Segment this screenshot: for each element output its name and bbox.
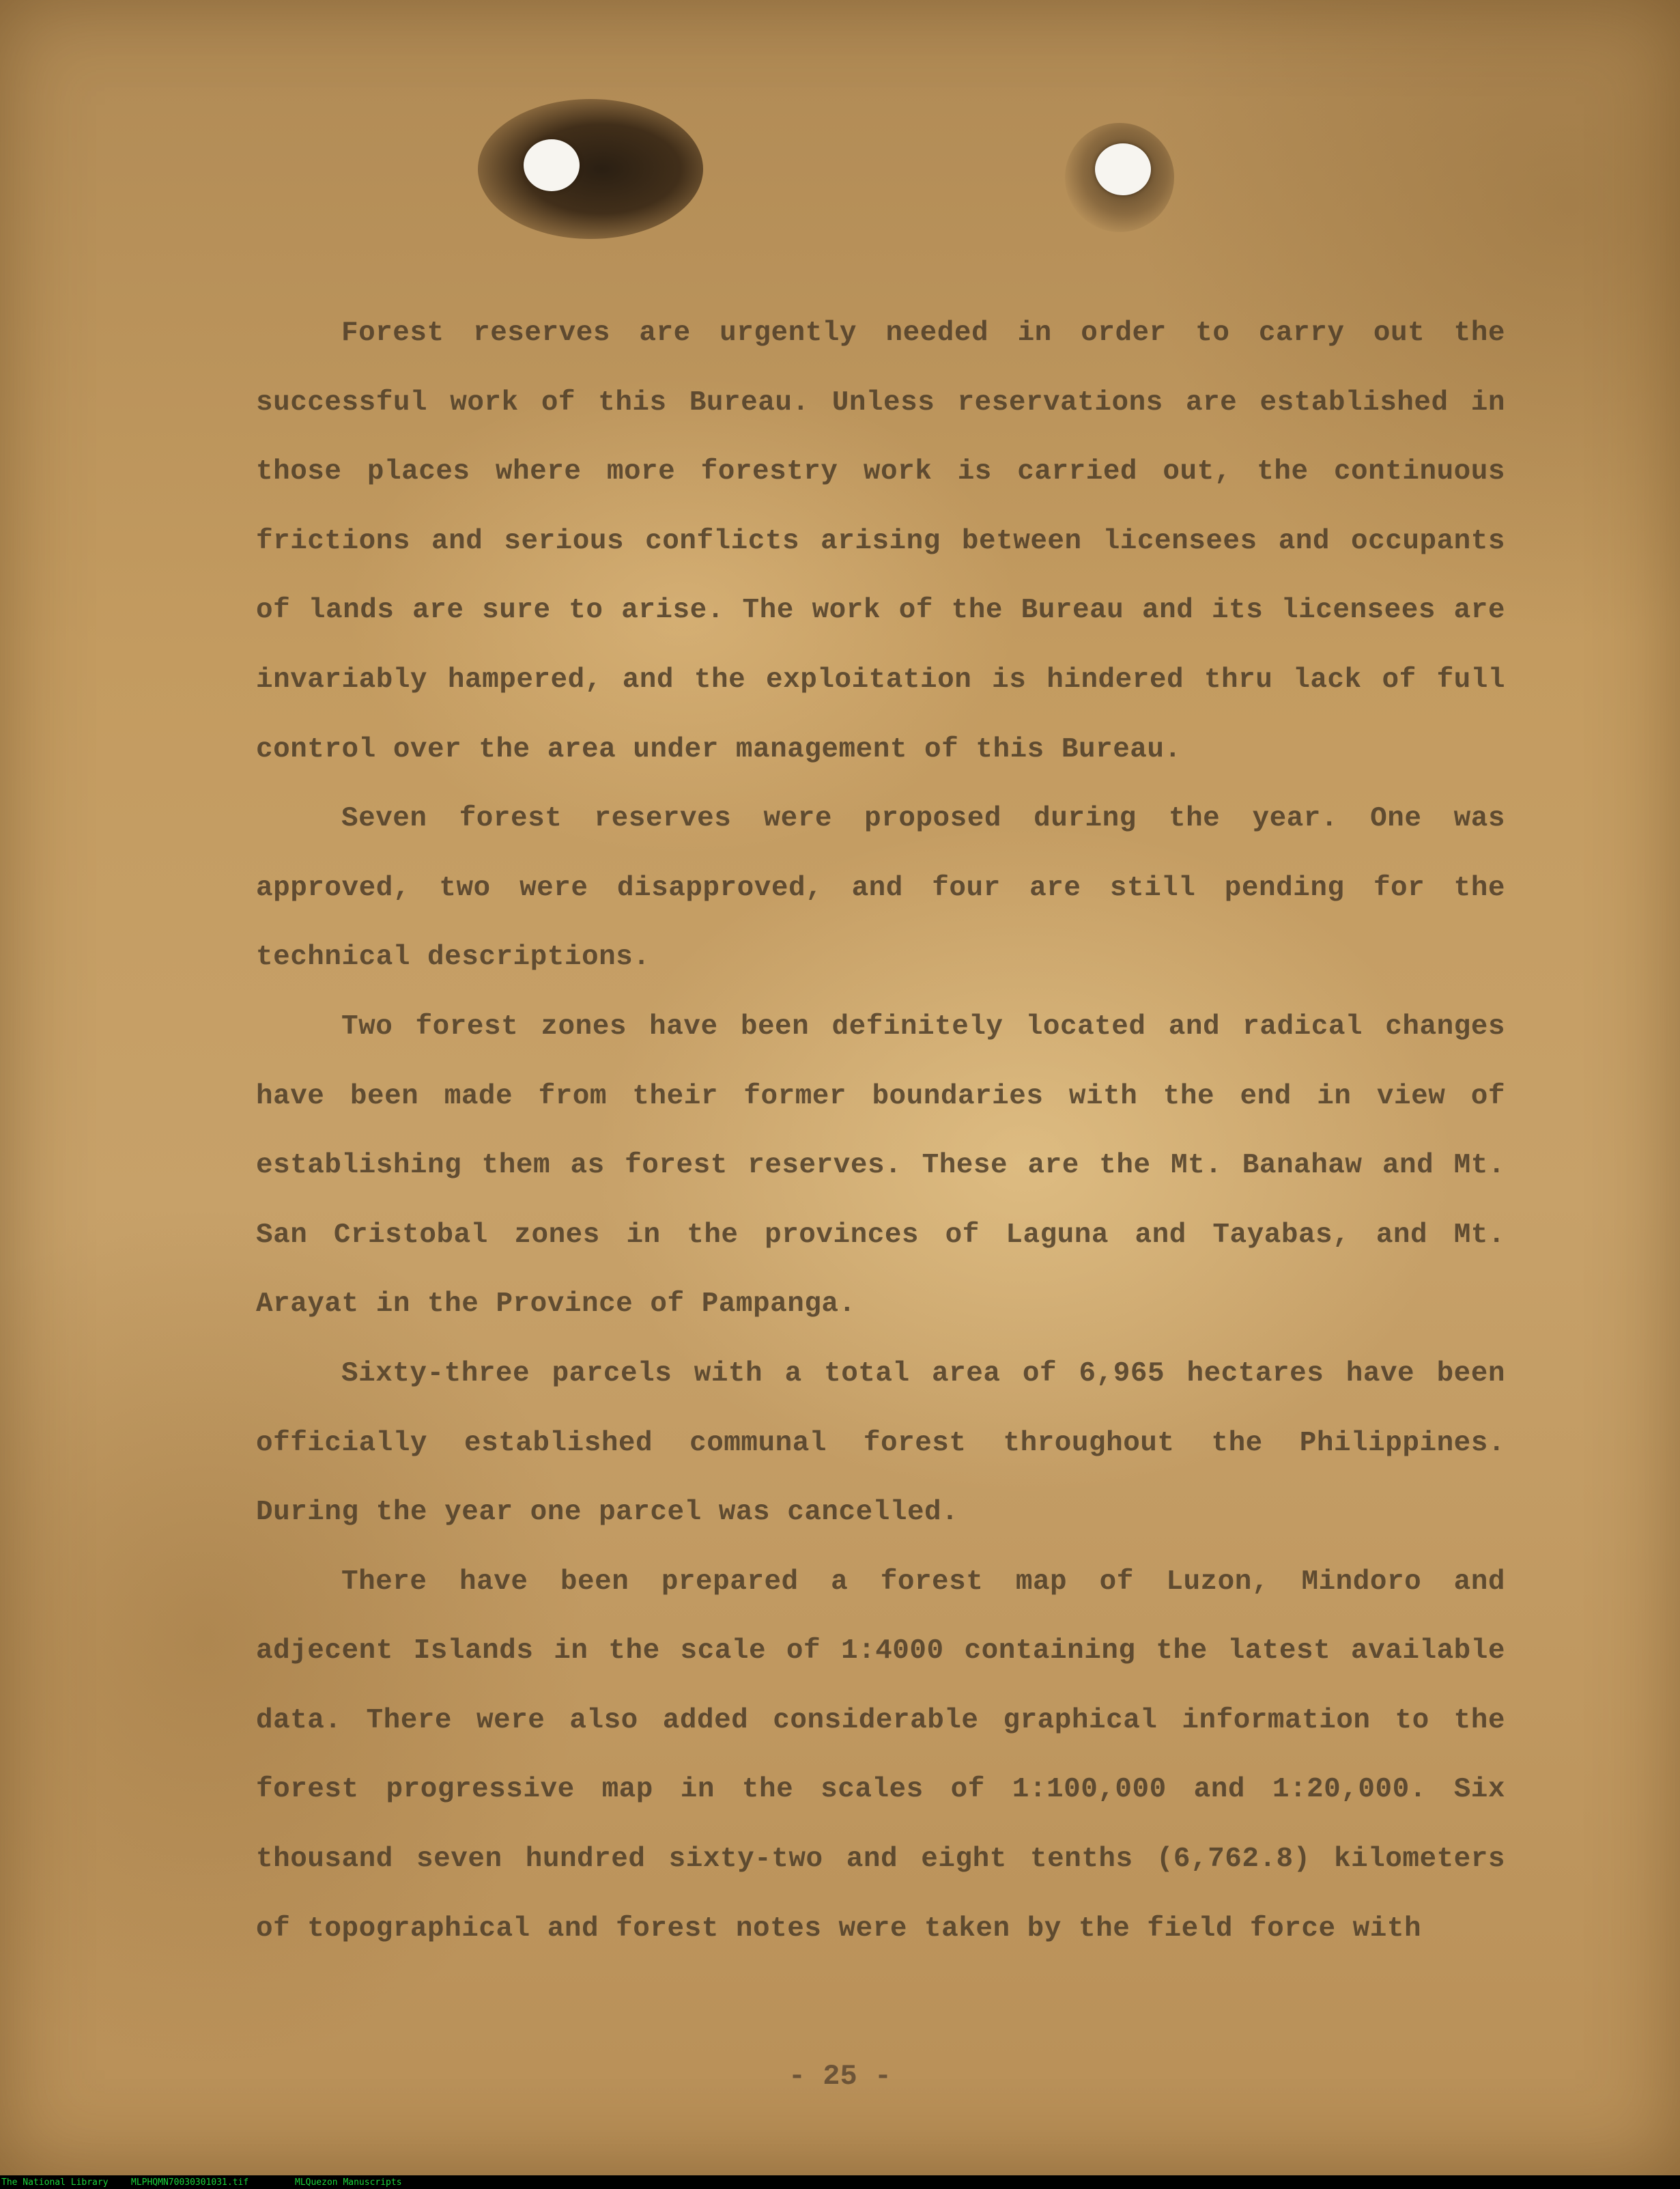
burn-stain [478, 99, 703, 239]
paragraph-forest-reserves: Forest reserves are urgently needed in order to carry out the successful work of this Bureau. Unless reservations are established in those places where more forestry work is carried out, the continuous frictions and serious conflicts arising between licensees and occupants of lands are sure to arise. The work of the Bureau and its licensees are invariably hampered, and the exploitation is hindered thru lack of full control over the area under management of this Bureau. [256, 317, 1505, 765]
footer-library: The National Library [1, 2177, 109, 2188]
footer-filename: MLPHQMN70030301031.tif [131, 2177, 249, 2188]
punch-hole-right [1095, 143, 1151, 195]
page-number: - 25 - [788, 2060, 892, 2093]
paragraph-forest-zones: Two forest zones have been definitely located and radical changes have been made from their former boundaries with the end in view of establishing them as forest reserves. These are the Mt. Banahaw and Mt. San Cristobal zones in the provinces of Laguna and Tayabas, and Mt. Arayat in the Province of Pampanga. [256, 1011, 1505, 1321]
paragraph-communal-forest: Sixty-three parcels with a total area of 6,965 hectares have been officially established communal forest throughout the Philippines. During the year one parcel was cancelled. [256, 1357, 1505, 1529]
paragraph-forest-map: There have been prepared a forest map of Luzon, Mindoro and adjecent Islands in the scale of 1:4000 containing the latest available data. There were also added considerable graphical information to the forest progressive map in the scales of 1:100,000 and 1:20,000. Six thousand seven hundred sixty-two and eight tenths (6,762.8) kilometers of topographical and forest notes were taken by the field force with [256, 1566, 1505, 1945]
paragraph-proposed-reserves: Seven forest reserves were proposed during the year. One was approved, two were disapproved, and four are still pending for the technical descriptions. [256, 803, 1505, 974]
footer-collection: MLQuezon Manuscripts [295, 2177, 402, 2188]
punch-hole-left [524, 139, 580, 191]
scan-footer [0, 2175, 1680, 2189]
body-text [256, 299, 1505, 1964]
